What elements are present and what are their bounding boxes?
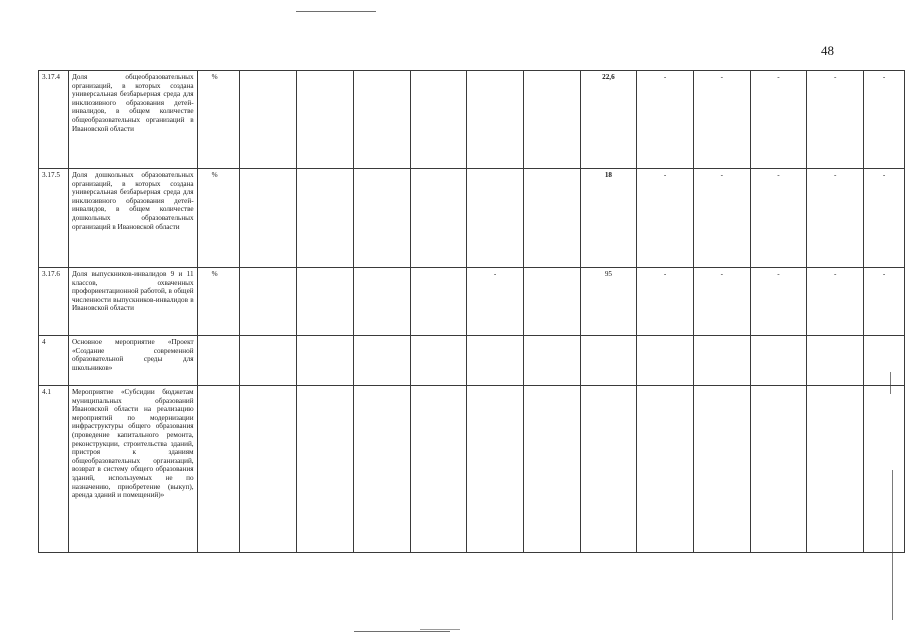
table-row — [39, 336, 905, 386]
value-cell — [240, 169, 297, 268]
value-cell — [297, 71, 354, 169]
value-cell — [297, 386, 354, 553]
value-cell — [580, 386, 637, 553]
value-cell: - — [750, 268, 807, 336]
row-number: 3.17.5 — [39, 169, 69, 268]
value-cell: - — [750, 169, 807, 268]
value-cell — [523, 169, 580, 268]
value-cell — [297, 169, 354, 268]
row-number: 3.17.4 — [39, 71, 69, 169]
value-cell: 22,6 — [580, 71, 637, 169]
value-cell — [240, 268, 297, 336]
unit-cell: % — [197, 71, 240, 169]
value-cell — [580, 336, 637, 386]
table-row — [39, 169, 905, 268]
value-cell — [410, 268, 467, 336]
table-row — [39, 71, 905, 169]
value-cell — [523, 268, 580, 336]
value-cell — [467, 169, 524, 268]
value-cell — [410, 71, 467, 169]
value-cell: - — [807, 71, 864, 169]
value-cell: - — [807, 268, 864, 336]
value-cell — [297, 336, 354, 386]
value-cell — [410, 386, 467, 553]
scan-artifact-top — [296, 11, 376, 12]
unit-cell: % — [197, 268, 240, 336]
value-cell — [807, 336, 864, 386]
table-row — [39, 386, 905, 553]
value-cell — [637, 336, 694, 386]
page-number: 48 — [821, 43, 834, 58]
row-number: 3.17.6 — [39, 268, 69, 336]
value-cell: 95 — [580, 268, 637, 336]
value-cell — [807, 386, 864, 553]
table-row — [39, 268, 905, 336]
value-cell: - — [693, 71, 750, 169]
value-cell: - — [864, 169, 905, 268]
value-cell — [864, 386, 905, 553]
value-cell — [353, 268, 410, 336]
value-cell — [693, 386, 750, 553]
value-cell: 18 — [580, 169, 637, 268]
value-cell — [523, 71, 580, 169]
value-cell — [864, 336, 905, 386]
indicator-table — [38, 70, 905, 553]
indicator-name: Основное мероприятие «Проект «Создание современной образовательной среды для школьников» — [68, 336, 197, 386]
value-cell — [750, 386, 807, 553]
value-cell: - — [864, 71, 905, 169]
value-cell — [353, 71, 410, 169]
unit-cell: % — [197, 169, 240, 268]
unit-cell — [197, 386, 240, 553]
value-cell — [410, 169, 467, 268]
value-cell — [467, 336, 524, 386]
value-cell: - — [693, 268, 750, 336]
value-cell — [297, 268, 354, 336]
indicator-name: Доля выпускников-инвалидов 9 и 11 классов, охваченных профориентационной работой, в общей численности выпускников-инвалидов в Ивановской области — [68, 268, 197, 336]
value-cell — [637, 386, 694, 553]
indicator-name: Доля дошкольных образовательных организаций, в которых создана универсальная безбарьерная среда для инклюзивного образования детей-инвалидов, в общем количестве дошкольных образовательных организаций в Ивановской области — [68, 169, 197, 268]
scan-artifact-bottom — [354, 631, 450, 632]
value-cell — [240, 386, 297, 553]
row-number: 4.1 — [39, 386, 69, 553]
value-cell: - — [750, 71, 807, 169]
value-cell: - — [693, 169, 750, 268]
row-number: 4 — [39, 336, 69, 386]
unit-cell — [197, 336, 240, 386]
value-cell: - — [637, 169, 694, 268]
value-cell — [240, 71, 297, 169]
value-cell — [240, 336, 297, 386]
value-cell: - — [467, 268, 524, 336]
value-cell: - — [807, 169, 864, 268]
value-cell — [523, 336, 580, 386]
indicator-name: Доля общеобразовательных организаций, в которых создана универсальная безбарьерная среда для инклюзивного образования детей-инвалидов, в общем количестве общеобразовательных организаций в Ивановской области — [68, 71, 197, 169]
value-cell — [750, 336, 807, 386]
value-cell — [523, 386, 580, 553]
value-cell — [410, 336, 467, 386]
value-cell — [467, 386, 524, 553]
value-cell: - — [637, 268, 694, 336]
value-cell — [353, 169, 410, 268]
value-cell: - — [637, 71, 694, 169]
value-cell — [467, 71, 524, 169]
value-cell — [353, 336, 410, 386]
value-cell — [693, 336, 750, 386]
value-cell: - — [864, 268, 905, 336]
value-cell — [353, 386, 410, 553]
scan-artifact-bottom-2 — [420, 629, 460, 630]
indicator-name: Мероприятие «Субсидии бюджетам муниципальных образований Ивановской области на реализацию мероприятий по модернизации инфраструктуры общего образования (проведение капитального ремонта, реконструкции, строительства зданий, пристроя к зданиям общеобразовательных организаций, возврат в систему общего образования зданий, используемых не по назначению, приобретение (выкуп), аренда зданий и помещений)» — [68, 386, 197, 553]
